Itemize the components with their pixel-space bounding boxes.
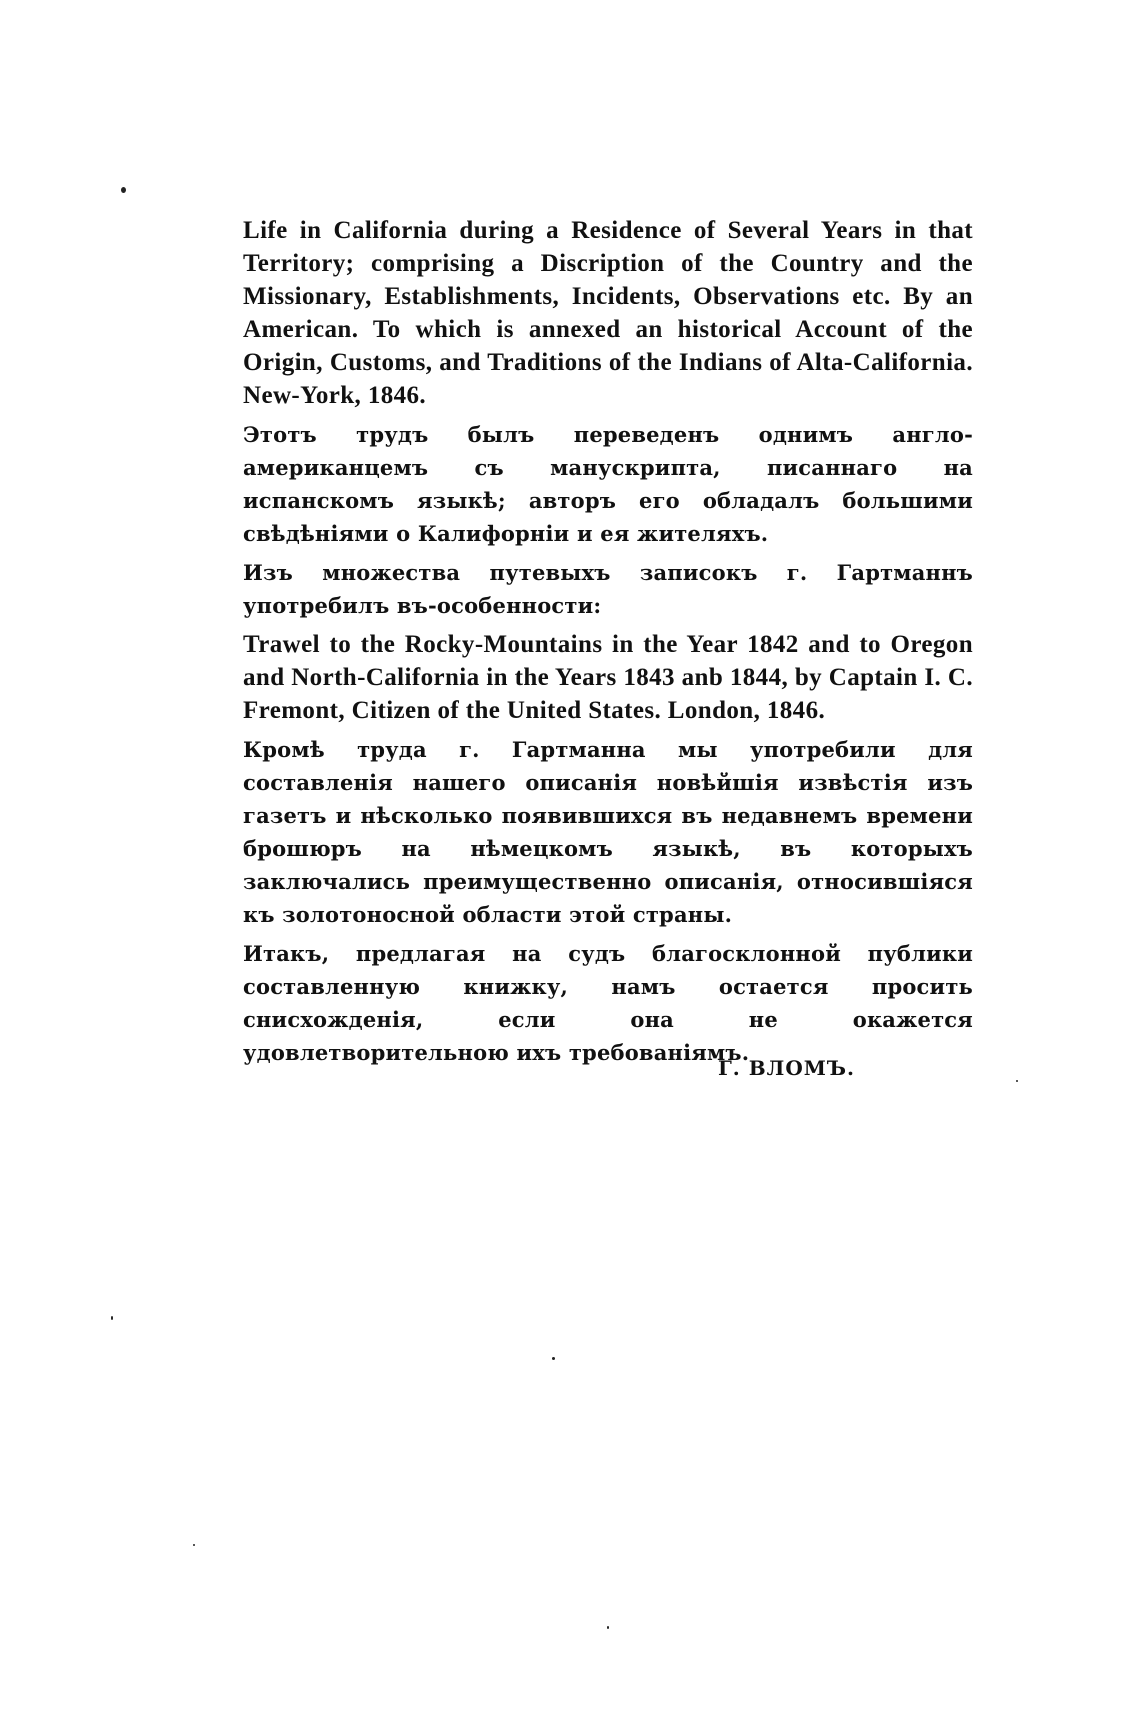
preface-text xyxy=(243,214,973,1069)
signature: Г. ВЛОМЪ. xyxy=(718,1056,855,1080)
paragraph-translation-note: Этотъ трудъ былъ переведенъ однимъ англо-американцемъ съ манускрипта, писаннаго на испанскомъ языкѣ; авторъ его обладалъ большими свѣдѣніями о Калифорніи и ея жителяхъ. xyxy=(243,422,973,546)
print-speck xyxy=(1016,1080,1018,1082)
print-speck xyxy=(607,1626,609,1629)
print-speck xyxy=(121,187,126,193)
paragraph-travel-notes-intro: Изъ множества путевыхъ записокъ г. Гартманнъ употребилъ въ-особенности: xyxy=(243,560,973,618)
paragraph-source-1: Life in California during a Residence of Several Years in that Territory; comprising a Discription of the Country and the Missionary, Establishments, Incidents, Observations etc. By an American. To which is annexed an historical Account of the Origin, Customs, and Traditions of the Indians of Alta-California. New-York, 1846. xyxy=(243,217,973,409)
print-speck xyxy=(552,1357,555,1360)
paragraph-source-2: Trawel to the Rocky-Mountains in the Year 1842 and to Oregon and North-California in the Years 1843 anb 1844, by Captain I. C. Fremont, Citizen of the United States. London, 1846. xyxy=(243,631,973,724)
print-speck xyxy=(193,1544,195,1546)
paragraph-closing: Итакъ, предлагая на судъ благосклонной публики составленную книжку, намъ остается просить снисхожденія, если она не окажется удовлетворительною ихъ требованіямъ. xyxy=(243,941,973,1065)
print-speck xyxy=(111,1316,113,1320)
paragraph-other-sources: Кромѣ труда г. Гартманна мы употребили для составленія нашего описанія новѣйшія извѣстія изъ газетъ и нѣсколько появившихся въ недавнемъ времени брошюръ на нѣмецкомъ языкѣ, въ которыхъ заключались преимущественно описанія, относившіяся къ золотоносной области этой страны. xyxy=(243,737,973,927)
